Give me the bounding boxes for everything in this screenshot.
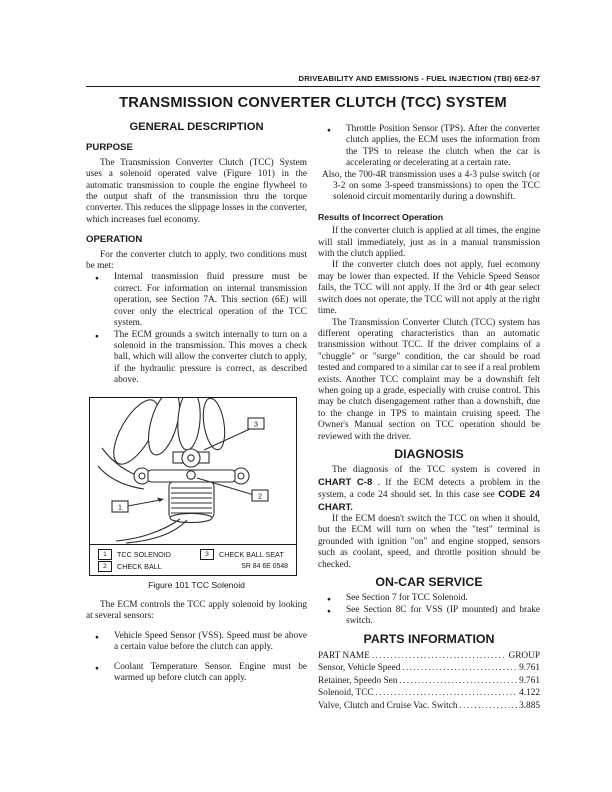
part-group: 9.761 xyxy=(519,663,540,674)
sensor-bullet-coolant: ● Coolant Temperature Sensor. Engine must be warmed up before clutch can apply. xyxy=(86,662,307,685)
page-title: TRANSMISSION CONVERTER CLUTCH (TCC) SYSTEM xyxy=(119,95,507,111)
callout-label-3: 3 xyxy=(253,419,259,429)
diagnosis-text: . If the ECM detects a problem in the system, a code 24 should set. In this case see xyxy=(318,477,540,501)
diagnosis-text: The diagnosis of the TCC system is covered in xyxy=(332,465,540,476)
dot-leader xyxy=(402,662,517,674)
dot-leader xyxy=(399,675,517,687)
check-ball xyxy=(187,470,195,478)
legend-label: TCC SOLENOID xyxy=(117,549,171,559)
operation-heading: OPERATION xyxy=(86,234,143,246)
code-24-chart-reference: CODE 24 CHART. xyxy=(318,489,541,513)
legend-item xyxy=(200,549,290,560)
parts-table-row xyxy=(318,675,540,687)
legend-item xyxy=(98,549,200,560)
part-name: Solenoid, TCC xyxy=(318,688,374,699)
on-car-service-bullet: ● See Section 8C for VSS (IP mounted) and brake switch. xyxy=(318,605,540,628)
diagnosis-paragraph xyxy=(318,465,540,514)
purpose-paragraph: The Transmission Converter Clutch (TCC) System uses a solenoid operated valve (Figure 101) in the automatic transmission to couple the engine flywheel to the output shaft of the transmission thru the torque converter. This reduces the slippage losses in the converter, which increases fuel economy. xyxy=(86,157,307,225)
diagnosis-heading: DIAGNOSIS xyxy=(394,446,464,461)
check-ball-seat xyxy=(182,449,200,467)
operation-intro: For the converter clutch to apply, two conditions must be met: xyxy=(86,249,307,272)
callout-leader-1 xyxy=(128,500,160,506)
part-group: 9.761 xyxy=(519,675,540,686)
parts-table-header xyxy=(318,650,540,662)
sensor-bullet-vss: ● Vehicle Speed Sensor (VSS). Speed must be above a certain value before the clutch can apply. xyxy=(86,631,307,654)
figure-101 xyxy=(89,397,297,576)
dot-leader xyxy=(372,650,507,662)
figure-reference-code: SR 84 6E 0548 xyxy=(241,562,288,570)
callout-label-1: 1 xyxy=(117,502,123,512)
part-name: Valve, Clutch and Cruise Vac. Switch xyxy=(318,700,458,711)
results-paragraph-3: The Transmission Converter Clutch (TCC) system has different operating characteristics than an automatic transmission without TCC. If the driver complains of a "chuggle" or "surge" condition, the car should be road tested and compared to a similar car to see if a real problem exists. Another TCC complaint may be a downshift felt when going up a grade, especially with cruise control. This may be clutch disengagement rather than a downshift, due to the change in TPS to maintain cruising speed. The Owner's Manual section on TCC operation should be reviewed with the driver. xyxy=(318,317,540,442)
figure-legend xyxy=(90,544,296,575)
two-column-layout xyxy=(86,120,540,712)
parts-header-group: GROUP xyxy=(508,651,540,662)
part-group: 3.885 xyxy=(519,700,540,711)
running-header: DRIVEABILITY AND EMISSIONS - FUEL INJECTION (TBI) 6E2-97 xyxy=(86,74,540,87)
ecm-sensors-intro: The ECM controls the TCC apply solenoid by looking at several sensors: xyxy=(86,599,307,622)
left-column xyxy=(86,120,307,712)
figure-caption: Figure 101 TCC Solenoid xyxy=(148,579,245,590)
hand-finger xyxy=(176,398,202,451)
hand-finger xyxy=(200,398,228,451)
callout-arrowhead-1 xyxy=(157,497,164,502)
parts-header-name: PART NAME xyxy=(318,651,370,662)
callout-label-2: 2 xyxy=(257,491,263,501)
general-description-heading: GENERAL DESCRIPTION xyxy=(129,121,264,133)
solenoid-wire xyxy=(116,519,180,541)
legend-item xyxy=(98,561,200,572)
right-column xyxy=(318,120,540,712)
results-paragraph-1: If the converter clutch is applied at all times, the engine will stall immediately, just as in a manual transmission with the clutch applied. xyxy=(318,226,540,260)
dot-leader xyxy=(460,700,518,712)
on-car-service-bullet: ● See Section 7 for TCC Solenoid. xyxy=(318,593,540,604)
legend-label: CHECK BALL xyxy=(117,561,162,571)
results-paragraph-2: If the converter clutch does not apply, fuel ecomony may be lower than expected. If the Vehicle Speed Sensor fails, the TCC will not apply. If the 3rd or 4th gear select switch does not operate, the TCC will not apply at the right time. xyxy=(318,260,540,317)
legend-label: CHECK BALL SEAT xyxy=(219,549,284,559)
diagnosis-paragraph-2: If the ECM doesn't switch the TCC on when it should, but the ECM will turn on when the "test" terminal is grounded with ignition "on" and engine stopped, sensors such as coolant, speed, and throttle position should be checked. xyxy=(318,514,540,570)
legend-number-box: 3 xyxy=(200,549,214,560)
tps-bullet: ● Throttle Position Sensor (TPS). After the converter clutch applies, the ECM uses the information from the TPS to release the clutch when the car is accelerating or decelerating at a certain rate. xyxy=(318,124,540,170)
part-name: Retainer, Speedo Sen xyxy=(318,675,398,686)
purpose-heading: PURPOSE xyxy=(86,142,133,154)
chart-c8-reference: CHART C-8 xyxy=(318,476,373,488)
operation-bullet: ● The ECM grounds a switch internally to turn on a solenoid in the transmission. This moves a check ball, which will allow the converter clutch to apply, if the hydraulic pressure is correct, as described above. xyxy=(86,330,307,387)
results-heading: Results of Incorrect Operation xyxy=(318,211,444,222)
parts-information-heading: PARTS INFORMATION xyxy=(363,631,495,646)
legend-number-box: 2 xyxy=(98,561,112,572)
parts-table-row xyxy=(318,687,540,699)
legend-number-box: 1 xyxy=(98,549,112,560)
part-group: 4.122 xyxy=(519,688,540,699)
on-car-service-heading: ON-CAR SERVICE xyxy=(375,575,483,590)
parts-table-row xyxy=(318,700,540,712)
parts-table-row xyxy=(318,662,540,674)
operation-bullet: ● Internal transmission fluid pressure must be correct. For information on internal transmission operation, see Section 7A. This section (6E) will cover only the electrical operation of the TCC system. xyxy=(86,272,307,329)
part-name: Sensor, Vehicle Speed xyxy=(318,663,401,674)
tcc-solenoid-illustration xyxy=(90,398,293,544)
also-paragraph: Also, the 700-4R transmission uses a 4-3 pulse switch (or 3-2 on some 3-speed transmissions) to open the TCC solenoid circuit momentarily during a downshift. xyxy=(322,169,540,203)
dot-leader xyxy=(376,687,517,699)
